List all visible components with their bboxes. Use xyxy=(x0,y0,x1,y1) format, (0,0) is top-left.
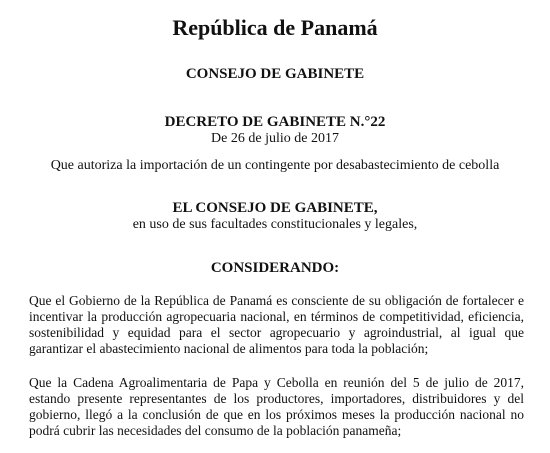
considering-paragraph: Que el Gobierno de la República de Panamá es consciente de su obligación de fortalecer e incentivar la producción agropecuaria nacional, en términos de competitividad, eficiencia, sostenibilidad y equidad para el sector agropecuario y agroindustrial, al igual que garantizar el abastecimiento nacional de alimentos para toda la población; xyxy=(29,293,524,356)
decree-date: De 26 de julio de 2017 xyxy=(211,131,339,146)
council-heading: CONSEJO DE GABINETE xyxy=(185,66,365,82)
issuer-heading: EL CONSEJO DE GABINETE, xyxy=(172,200,378,216)
decree-number: DECRETO DE GABINETE N.°22 xyxy=(164,114,386,130)
powers-statement: en uso de sus facultades constitucionales y legales, xyxy=(132,217,418,232)
considering-paragraph: Que la Cadena Agroalimentaria de Papa y Cebolla en reunión del 5 de julio de 2017, estando presente representantes de los productores, importadores, distribuidores y del gobierno, llegó a la conclusión de que en los próximos meses la producción nacional no podrá cubrir las necesidades del consumo de la población panameña; xyxy=(29,375,524,438)
decree-subject: Que autoriza la importación de un contingente por desabastecimiento de cebolla xyxy=(50,158,500,173)
document-title: República de Panamá xyxy=(172,15,378,40)
considering-heading: CONSIDERANDO: xyxy=(210,260,340,276)
